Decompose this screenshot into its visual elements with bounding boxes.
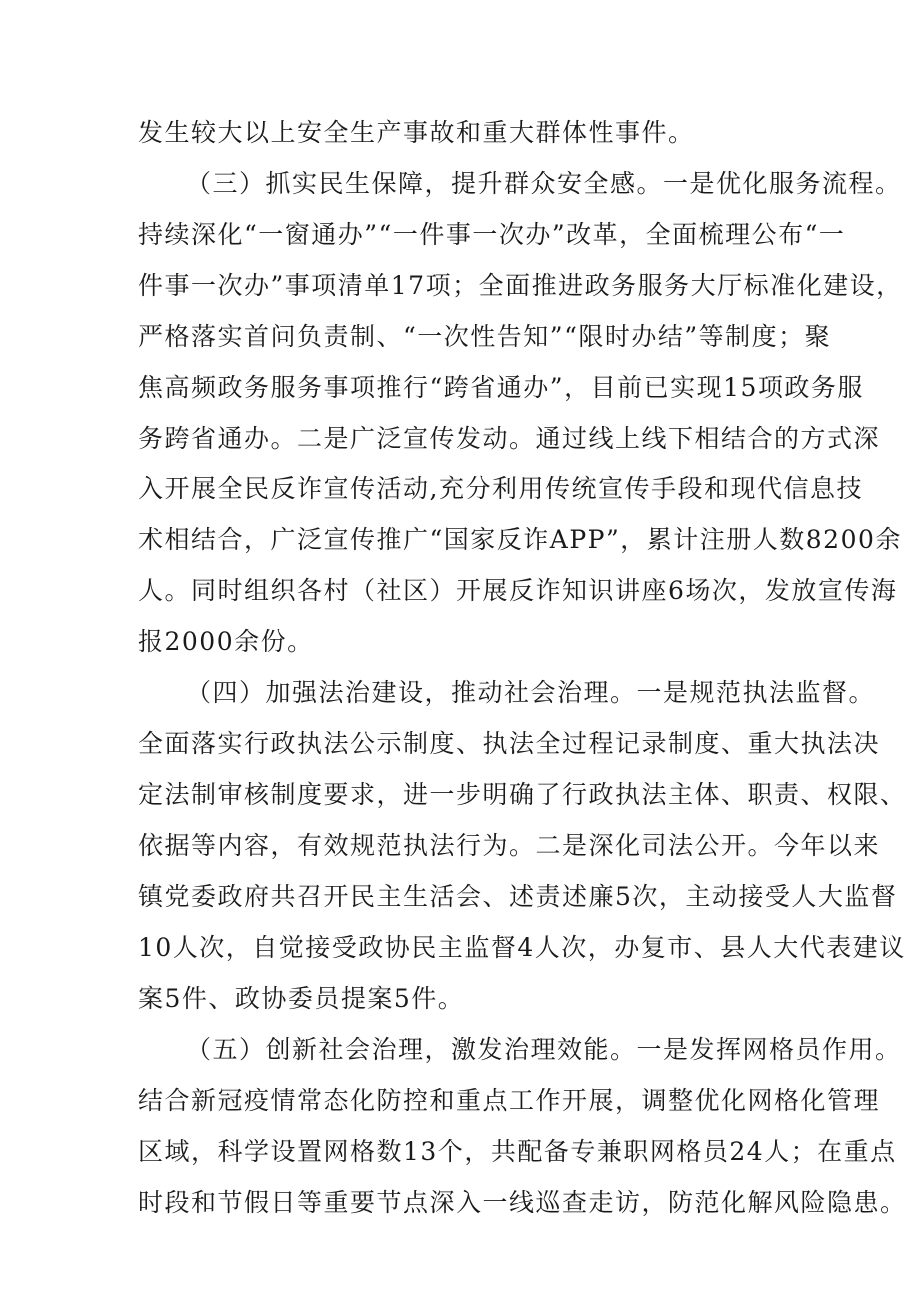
- section-heading-line: （三）抓实民生保障，提升群众安全感。一是优化服务流程。: [186, 169, 902, 198]
- text-line: 结合新冠疫情常态化防控和重点工作开展，调整优化网格化管理: [138, 1086, 881, 1115]
- text-line: 区域，科学设置网格数13个，共配备专兼职网格员24人；在重点: [138, 1137, 897, 1166]
- text-line: 焦高频政务服务事项推行“跨省通办”，目前已实现15项政务服: [138, 373, 864, 402]
- text-line: 依据等内容，有效规范执法行为。二是深化司法公开。今年以来: [138, 831, 881, 860]
- text-line: 发生较大以上安全生产事故和重大群体性事件。: [138, 118, 695, 147]
- text-line: 持续深化“一窗通办”“一件事一次办”改革，全面梳理公布“一: [138, 220, 846, 249]
- text-line: 严格落实首问负责制、“一次性告知”“限时办结”等制度；聚: [138, 322, 832, 351]
- text-line: 全面落实行政执法公示制度、执法全过程记录制度、重大执法决: [138, 729, 881, 758]
- text-line: 案5件、政协委员提案5件。: [138, 984, 465, 1013]
- text-line: 务跨省通办。二是广泛宣传发动。通过线上线下相结合的方式深: [138, 424, 881, 453]
- text-line: 时段和节假日等重要节点深入一线巡查走访，防范化解风险隐患。: [138, 1188, 907, 1217]
- text-line: 入开展全民反诈宣传活动,充分利用传统宣传手段和现代信息技: [138, 474, 863, 503]
- text-line: 人。同时组织各村（社区）开展反诈知识讲座6场次，发放宣传海: [138, 576, 898, 605]
- text-line: 定法制审核制度要求，进一步明确了行政执法主体、职责、权限、: [138, 780, 907, 809]
- text-line: 件事一次办”事项清单17项；全面推进政务服务大厅标准化建设，: [138, 271, 903, 300]
- text-line: 镇党委政府共召开民主生活会、述责述廉5次，主动接受人大监督: [138, 882, 898, 911]
- text-line: 10人次，自觉接受政协民主监督4人次，办复市、县人大代表建议: [138, 933, 906, 962]
- section-heading-line: （五）创新社会治理，激发治理效能。一是发挥网格员作用。: [186, 1035, 902, 1064]
- section-heading-line: （四）加强法治建设，推动社会治理。一是规范执法监督。: [186, 678, 876, 707]
- text-line: 术相结合，广泛宣传推广“国家反诈APP”，累计注册人数8200余: [138, 525, 902, 554]
- text-line: 报2000余份。: [138, 627, 314, 656]
